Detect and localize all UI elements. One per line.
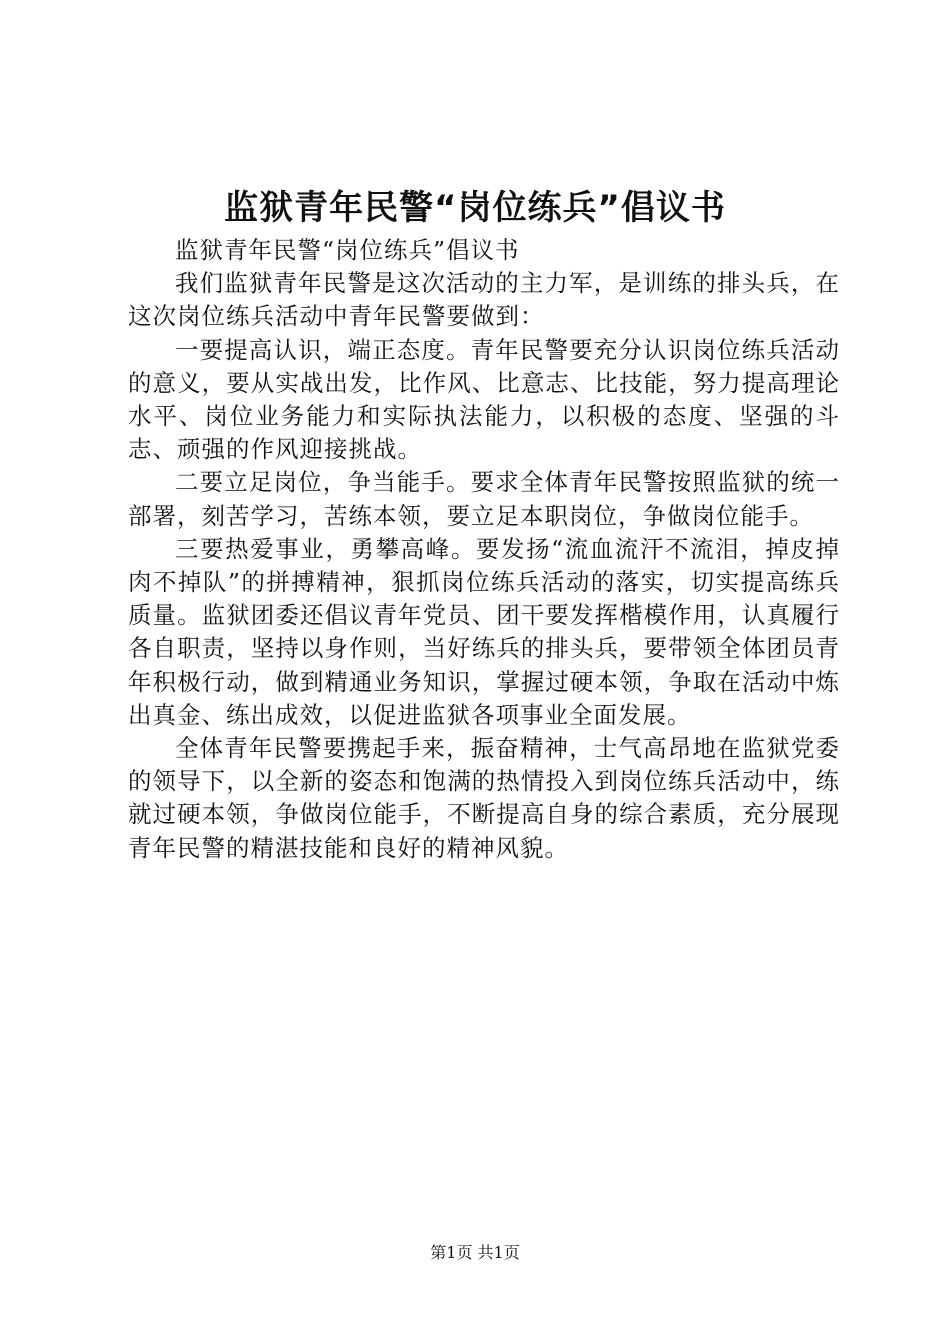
paragraph-subtitle: 监狱青年民警“岗位练兵”倡议书	[175, 236, 520, 264]
paragraph-intro: 我们监狱青年民警是这次活动的主力军，是训练的排头兵，在这次岗位练兵活动中青年民警要做到：	[128, 269, 840, 331]
document-title: 监狱青年民警“岗位练兵”倡议书	[224, 188, 726, 228]
paragraph-point-two: 二要立足岗位，争当能手。要求全体青年民警按照监狱的统一部署，刻苦学习，苦练本领，要立足本职岗位，争做岗位能手。	[128, 468, 840, 530]
paragraph-point-three: 三要热爱事业，勇攀高峰。要发扬“流血流汗不流泪，掉皮掉肉不掉队”的拼搏精神，狠抓岗位练兵活动的落实，切实提高练兵质量。监狱团委还倡议青年党员、团干要发挥楷模作用，认真履行各自职责，坚持以身作则，当好练兵的排头兵，要带领全体团员青年积极行动，做到精通业务知识，掌握过硬本领，争取在活动中炼出真金、练出成效，以促进监狱各项事业全面发展。	[128, 534, 840, 729]
paragraph-conclusion: 全体青年民警要携起手来，振奋精神，士气高昂地在监狱党委的领导下，以全新的姿态和饱满的热情投入到岗位练兵活动中，练就过硬本领，争做岗位能手，不断提高自身的综合素质，充分展现青年民警的精湛技能和良好的精神风貌。	[128, 734, 840, 862]
document-body	[128, 234, 840, 865]
page-number-footer: 第1页 共1页	[430, 1243, 520, 1262]
paragraph-point-one: 一要提高认识，端正态度。青年民警要充分认识岗位练兵活动的意义，要从实战出发，比作风、比意志、比技能，努力提高理论水平、岗位业务能力和实际执法能力，以积极的态度、坚强的斗志、顽强的作风迎接挑战。	[128, 335, 840, 464]
